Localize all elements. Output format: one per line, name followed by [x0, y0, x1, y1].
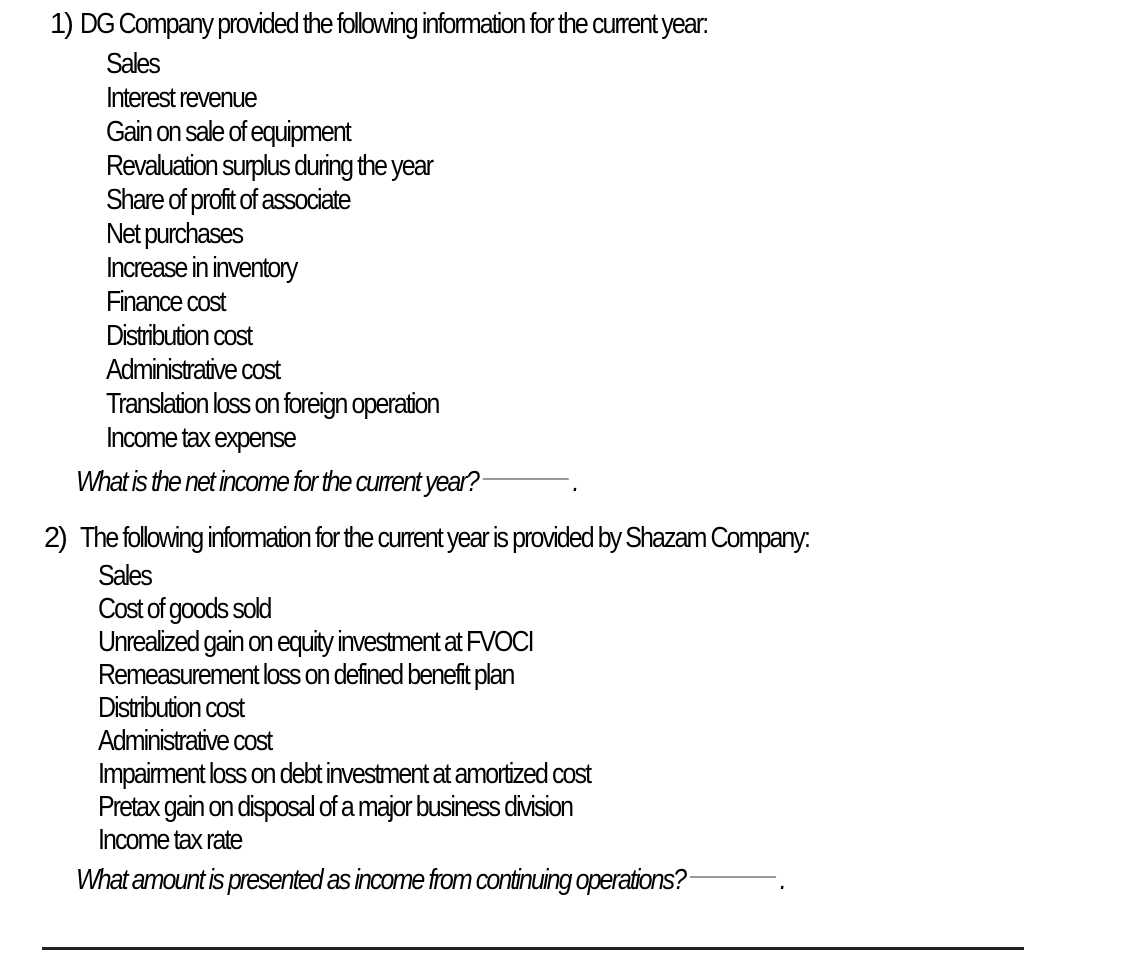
item-label: Revaluation surplus during the year	[106, 150, 433, 182]
end-mark: .	[779, 864, 785, 896]
item-label: Distribution cost	[106, 320, 252, 352]
item-label: Increase in inventory	[106, 252, 297, 284]
question-number: 1)	[50, 8, 72, 40]
item-label: Sales	[106, 48, 159, 80]
item-label: Share of profit of associate	[106, 184, 350, 216]
question-ask: What is the net income for the current year?	[76, 466, 478, 498]
end-mark: .	[572, 466, 578, 498]
question-prompt: The following information for the current year is provided by Shazam Company:	[80, 522, 810, 554]
item-label: Unrealized gain on equity investment at FVOCI	[98, 626, 533, 658]
item-label: Administrative cost	[98, 725, 272, 757]
question-text	[76, 466, 578, 499]
question-prompt: DG Company provided the following information for the current year:	[80, 8, 708, 40]
item-label: Interest revenue	[106, 82, 256, 114]
item-label: Pretax gain on disposal of a major business division	[98, 791, 573, 823]
question-text	[76, 864, 785, 897]
item-label: Net purchases	[106, 218, 243, 250]
item-label: Income tax expense	[106, 422, 296, 454]
item-label: Finance cost	[106, 286, 225, 318]
answer-blank[interactable]	[483, 478, 569, 480]
item-label: Cost of goods sold	[98, 593, 271, 625]
item-label: Distribution cost	[98, 692, 244, 724]
answer-blank[interactable]	[690, 876, 776, 878]
item-label: Gain on sale of equipment	[106, 116, 350, 148]
item-label: Sales	[98, 560, 151, 592]
item-label: Income tax rate	[98, 824, 242, 856]
item-label: Remeasurement loss on defined benefit plan	[98, 659, 514, 691]
item-label: Translation loss on foreign operation	[106, 388, 439, 420]
question-number: 2)	[44, 522, 66, 554]
item-label: Impairment loss on debt investment at amortized cost	[98, 758, 591, 790]
item-label: Administrative cost	[106, 354, 280, 386]
bottom-rule	[42, 947, 1024, 950]
question-ask: What amount is presented as income from continuing operations?	[76, 864, 686, 896]
